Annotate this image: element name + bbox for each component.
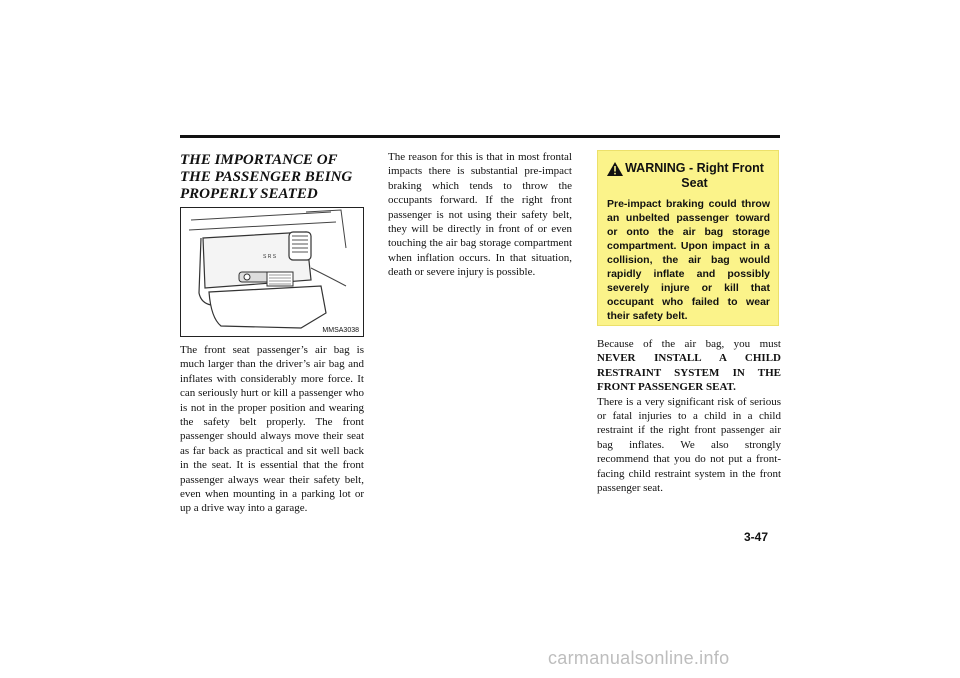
- col1-paragraph: The front seat passenger’s air bag is much larger than the driver’s air bag and inflates with considerably more force. It can seriously hurt or kill a passenger who is not in the proper position and wearing the safety belt properly. The front passenger should always move their seat as far back as practical and sit well back in the seat. It is essential that the front passenger always wear their safety belt, even when mounting in a parking lot or up a drive way into a garage.: [180, 344, 364, 515]
- airbag-figure: [180, 207, 364, 337]
- column-2: [388, 150, 572, 280]
- warning-box: [597, 150, 779, 326]
- column-3: [597, 150, 781, 495]
- page-number: 3-47: [744, 530, 769, 544]
- section-heading: THE IMPORTANCE OF THE PASSENGER BEING PROPERLY SEATED: [180, 152, 353, 202]
- watermark: carmanualsonline.info: [548, 648, 730, 668]
- col3-bold-notice: NEVER INSTALL A CHILD RESTRAINT SYSTEM IN THE FRONT PASSENGER SEAT.: [597, 352, 781, 394]
- col3-intro: Because of the air bag, you must: [597, 338, 781, 350]
- top-rule: [180, 135, 780, 138]
- figure-code: MMSA3038: [322, 327, 359, 334]
- column-1: [180, 150, 364, 516]
- col3-paragraph: [597, 337, 781, 495]
- warning-title-wrap: [607, 161, 770, 191]
- warning-triangle-icon: [607, 162, 623, 176]
- dashboard-illustration: [181, 208, 363, 336]
- warning-text: Pre-impact braking could throw an unbelted passenger toward or onto the air bag storage compartment. Upon impact in a collision, the air bag would rapidly inflate and possibly severely injure or kill that occupant who failed to wear their safety belt.: [607, 198, 770, 322]
- srs-label: S R S: [263, 254, 277, 260]
- col3-text: There is a very significant risk of serious or fatal injuries to a child in a child restraint if the right front passenger air bag inflates. We also strongly recommend that you do not put a front-facing child restraint system in the front passenger seat.: [597, 395, 781, 495]
- warning-title: WARNING - Right Front Seat: [625, 161, 764, 190]
- col2-paragraph: The reason for this is that in most frontal impacts there is substantial pre-impact braking which tends to throw the occupants forward. If the right front passenger is not using their safety belt, they will be directly in front of or even touching the air bag storage compartment when inflation occurs. In that situation, death or severe injury is possible.: [388, 151, 572, 279]
